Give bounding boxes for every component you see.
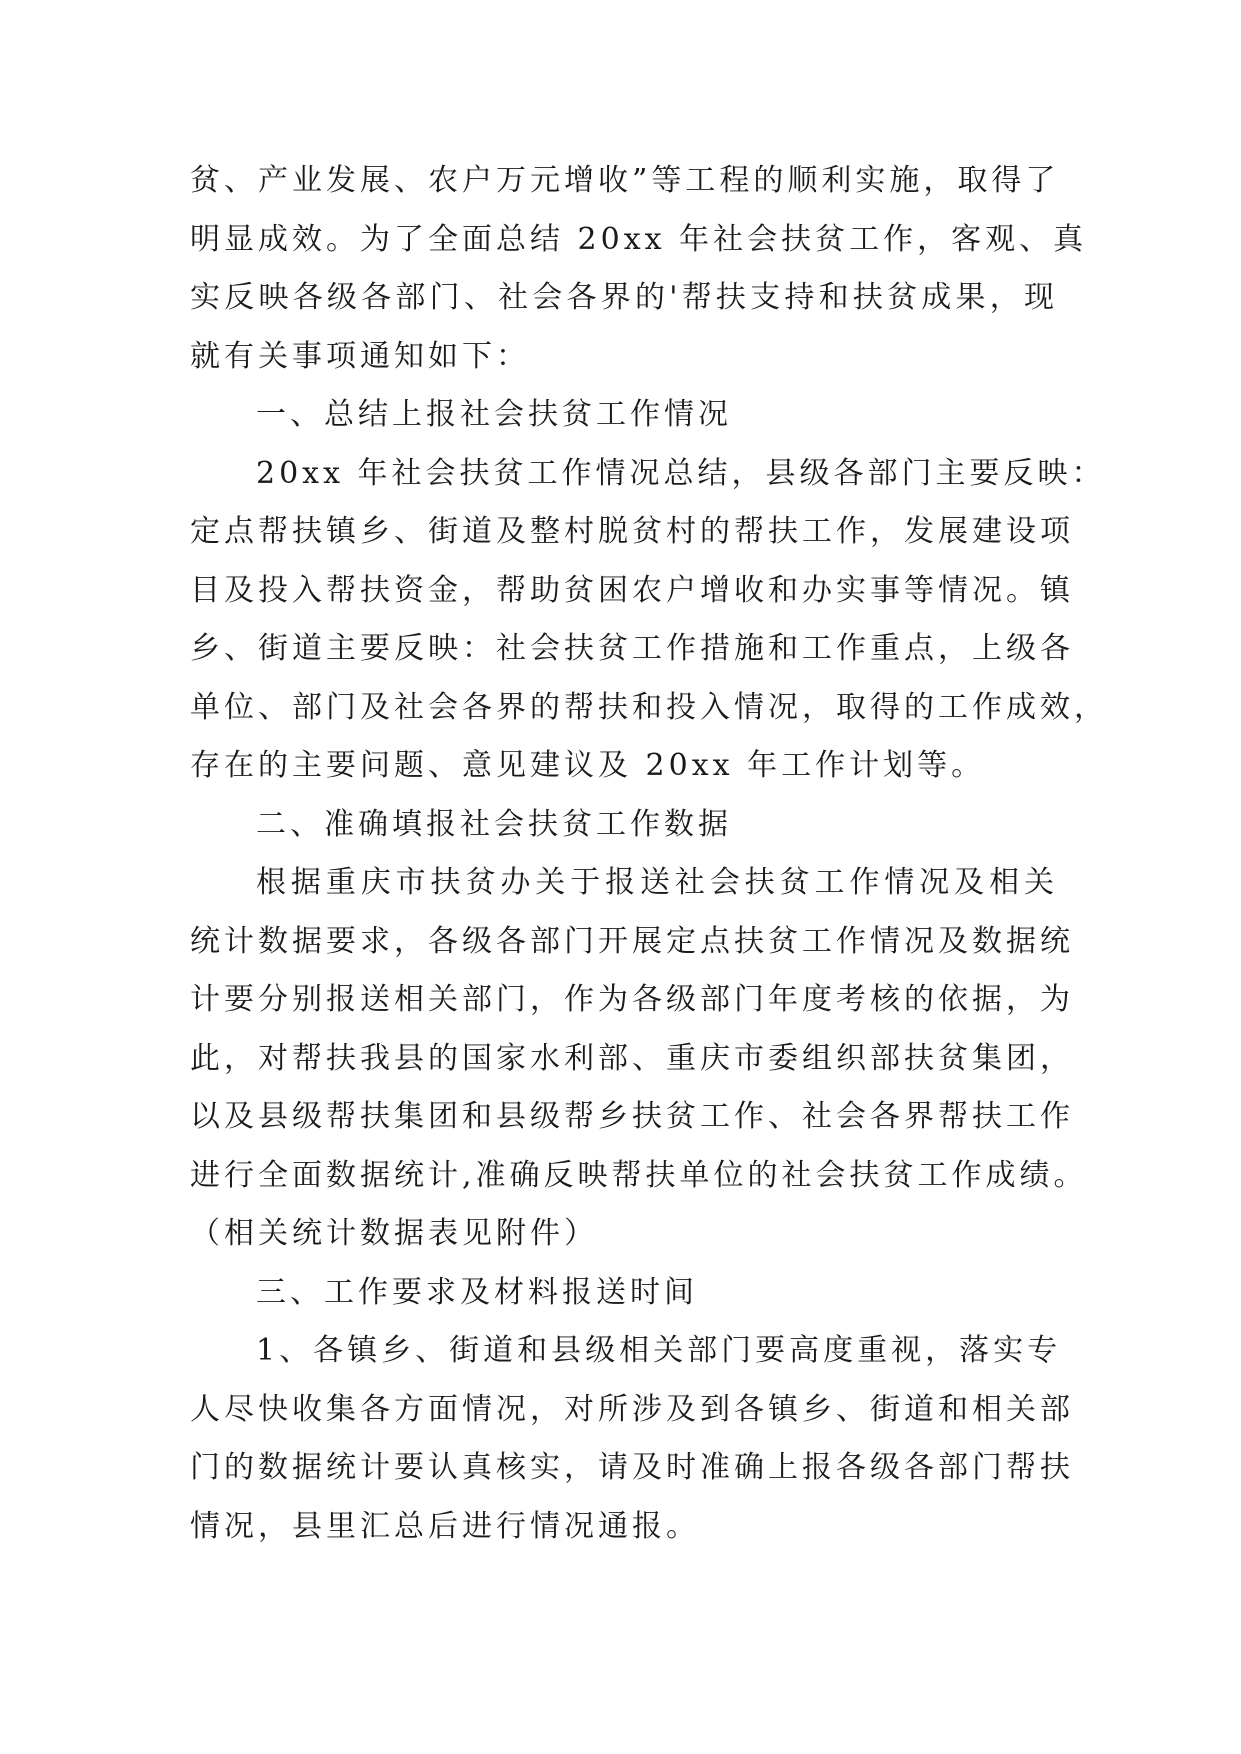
text-line: 根据重庆市扶贫办关于报送社会扶贫工作情况及相关 xyxy=(256,865,1058,900)
text-line: 单位、部门及社会各界的帮扶和投入情况，取得的工作成效， xyxy=(190,689,1108,725)
text-line: 进行全面数据统计,准确反映帮扶单位的社会扶贫工作成绩。 xyxy=(190,1157,1088,1193)
text-line: 1、各镇乡、街道和县级相关部门要高度重视，落实专 xyxy=(256,1333,1062,1368)
section-heading-1: 一、总结上报社会扶贫工作情况 xyxy=(256,397,732,432)
text-line: 存在的主要问题、意见建议及 20xx 年工作计划等。 xyxy=(190,748,986,783)
text-line: （相关统计数据表见附件） xyxy=(190,1216,598,1251)
section-heading-3: 三、工作要求及材料报送时间 xyxy=(256,1274,698,1310)
text-line: 人尽快收集各方面情况，对所涉及到各镇乡、街道和相关部 xyxy=(190,1391,1074,1427)
text-line: 目及投入帮扶资金，帮助贫困农户增收和办实事等情况。镇 xyxy=(190,572,1074,608)
text-line: 此，对帮扶我县的国家水利部、重庆市委组织部扶贫集团， xyxy=(190,1040,1074,1076)
text-line: 统计数据要求，各级各部门开展定点扶贫工作情况及数据统 xyxy=(190,923,1074,959)
section-heading-2: 二、准确填报社会扶贫工作数据 xyxy=(256,806,732,842)
text-line: 乡、街道主要反映：社会扶贫工作措施和工作重点，上级各 xyxy=(190,631,1074,666)
text-line: 以及县级帮扶集团和县级帮乡扶贫工作、社会各界帮扶工作 xyxy=(190,1099,1074,1134)
text-line: 门的数据统计要认真核实，请及时准确上报各级各部门帮扶 xyxy=(190,1450,1074,1485)
text-line: 实反映各级各部门、社会各界的'帮扶支持和扶贫成果，现 xyxy=(190,280,1058,315)
text-line: 20xx 年社会扶贫工作情况总结，县级各部门主要反映： xyxy=(256,455,1106,491)
text-line: 明显成效。为了全面总结 20xx 年社会扶贫工作，客观、真 xyxy=(190,221,1088,257)
text-line: 情况，县里汇总后进行情况通报。 xyxy=(190,1508,700,1544)
document-body xyxy=(190,152,1108,1556)
text-line: 贫、产业发展、农户万元增收”等工程的顺利实施，取得了 xyxy=(190,163,1060,198)
text-line: 就有关事项通知如下： xyxy=(190,338,530,374)
text-line: 计要分别报送相关部门，作为各级部门年度考核的依据，为 xyxy=(190,982,1074,1017)
text-line: 定点帮扶镇乡、街道及整村脱贫村的帮扶工作，发展建设项 xyxy=(190,514,1074,549)
